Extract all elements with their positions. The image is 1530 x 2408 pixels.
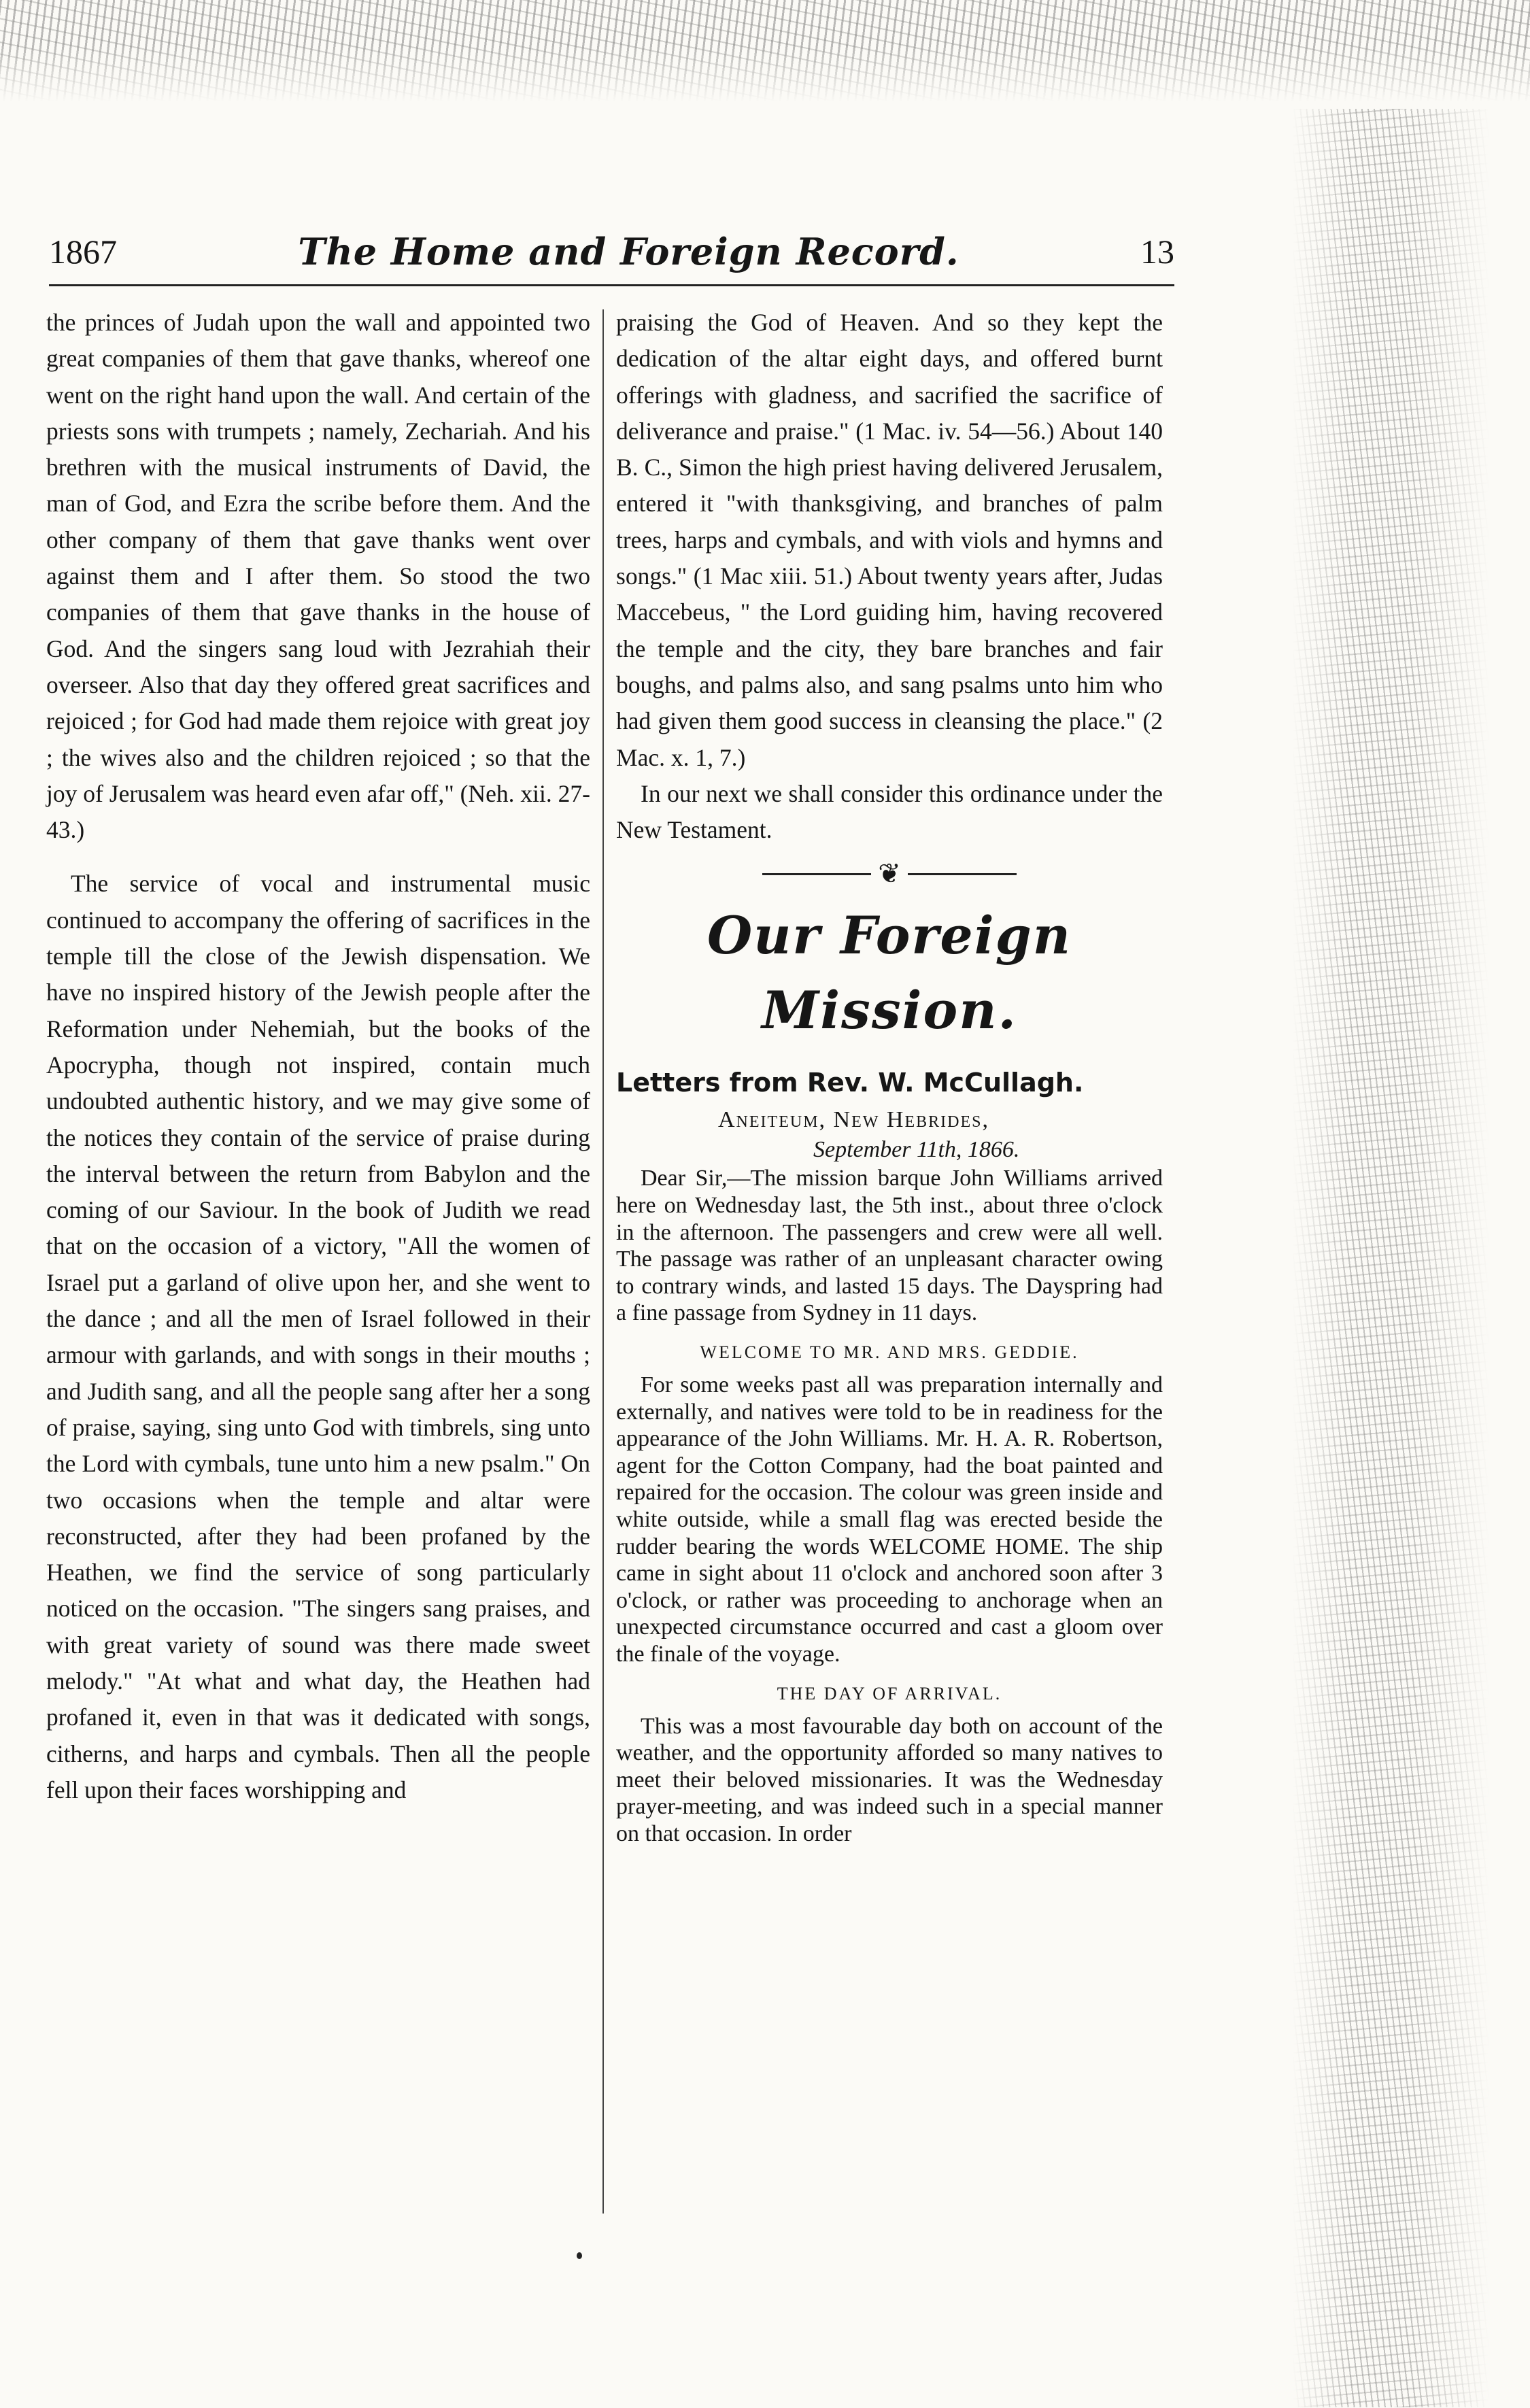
- page-number: 13: [1140, 233, 1174, 271]
- section-title: Our Foreign Mission.: [707, 905, 1072, 1041]
- header-year: 1867: [49, 233, 117, 271]
- printer-mark: [577, 2252, 582, 2259]
- left-column: [46, 305, 590, 1808]
- dateline-date: September 11th, 1866.: [813, 1137, 1020, 1163]
- ornamental-divider: ❦: [616, 853, 1163, 894]
- paragraph: This was a most favourable day both on account of the weather, and the opportunity afforded so many natives to meet their beloved missionaries. It was the Wednesday prayer-meeting, and was indeed such in a special manner on that occasion. In order: [616, 1713, 1163, 1846]
- paragraph: The service of vocal and instrumental music continued to accompany the offering of sacrifices in the temple till the close of the Jewish dispensation. We have no inspired history of the Jewish people after the Reformation under Nehemiah, but the books of the Apocrypha, though not inspired, contain much undoubted authentic history, and we may give some of the notices they contain of the service of praise during the interval between the return from Babylon and the coming of our Saviour. In the book of Judith we read that on the occasion of a victory, "All the women of Israel put a garland of olive upon her, and she went to the dance ; and all the men of Israel followed in their armour with garlands, and with songs in their mouths ; and Judith sang, and all the people sang after her a song of praise, saying, sing unto God with timbrels, sing unto the Lord with cymbals, tune unto him a new psalm." On two occasions when the temple and altar were reconstructed, after they had been profaned by the Heathen, we find the service of song particularly noticed on the occasion. "The singers sang praises, and with great variety of sound was there made sweet melody." "At what and what day, the Heathen had profaned it, even in that was it dedicated with songs, citherns, and harps and cymbals. Then all the people fell upon their faces worshipping and: [46, 870, 590, 1803]
- dateline: [616, 1105, 1163, 1165]
- article-title: Letters from Rev. W. McCullagh.: [616, 1068, 1084, 1098]
- subheading: WELCOME TO MR. AND MRS. GEDDIE.: [700, 1342, 1079, 1363]
- paragraph: For some weeks past all was preparation internally and externally, and natives were told to be in readiness for the appearance of the John Williams. Mr. H. A. R. Robertson, agent for the Cotton Company, had the boat painted and repaired for the occasion. The colour was green inside and white outside, while a small flag was erected beside the rudder bearing the words WELCOME HOME. The ship came in sight about 11 o'clock and anchored soon after 3 o'clock, or rather was proceeding to anchorage when an unexpected circumstance occurred and cast a gloom over the finale of the voyage.: [616, 1372, 1163, 1667]
- header-rule: [49, 284, 1174, 286]
- paragraph: praising the God of Heaven. And so they kept the dedication of the altar eight days, and offered burnt offerings with gladness, and sacrified the sacrifice of deliverance and praise." (1 Mac. iv. 54—56.) About 140 B. C., Simon the high priest having delivered Jerusalem, entered it "with thanksgiving, and branches of palm trees, harps and cymbals, and with viols and hymns and songs." (1 Mac xiii. 51.) About twenty years after, Judas Maccebeus, " the Lord guiding him, having recovered the temple and the city, they bare branches and fair boughs, and palms also, and sang psalms unto him who had given them good success in cleansing the place." (2 Mac. x. 1, 7.): [616, 309, 1163, 771]
- right-column: [616, 305, 1163, 1848]
- running-header: [49, 224, 1174, 279]
- column-divider: [602, 309, 604, 2214]
- paragraph: the princes of Judah upon the wall and appointed two great companies of them that gave thanks, whereof one went on the right hand upon the wall. And certain of the priests sons with trumpets ; namely, Zechariah. And his brethren with the musical instruments of David, the man of God, and Ezra the scribe before them. And the other company of them that gave thanks went over against them and I after them. So stood the two companies of them that gave thanks in the house of God. And the singers sang loud with Jezrahiah their overseer. Also that day they offered great sacrifices and rejoiced ; for God had made them rejoice with great joy ; the wives also and the children rejoiced ; so that the joy of Jerusalem was heard even afar off," (Neh. xii. 27-43.): [46, 309, 590, 844]
- journal-title: The Home and Foreign Record.: [298, 230, 959, 273]
- paragraph: Dear Sir,—The mission barque John Williams arrived here on Wednesday last, the 5th inst., about three o'clock in the afternoon. The passengers and crew were all well. The passage was rather of an unpleasant character owing to contrary winds, and lasted 15 days. The Dayspring had a fine passage from Sydney in 11 days.: [616, 1166, 1163, 1326]
- scan-noise-right: [1292, 109, 1489, 2407]
- dateline-place: Aneiteum, New Hebrides,: [718, 1107, 989, 1133]
- subheading: THE DAY OF ARRIVAL.: [777, 1683, 1002, 1703]
- paragraph: In our next we shall consider this ordinance under the New Testament.: [616, 779, 1163, 844]
- scan-noise-top: [0, 0, 1530, 102]
